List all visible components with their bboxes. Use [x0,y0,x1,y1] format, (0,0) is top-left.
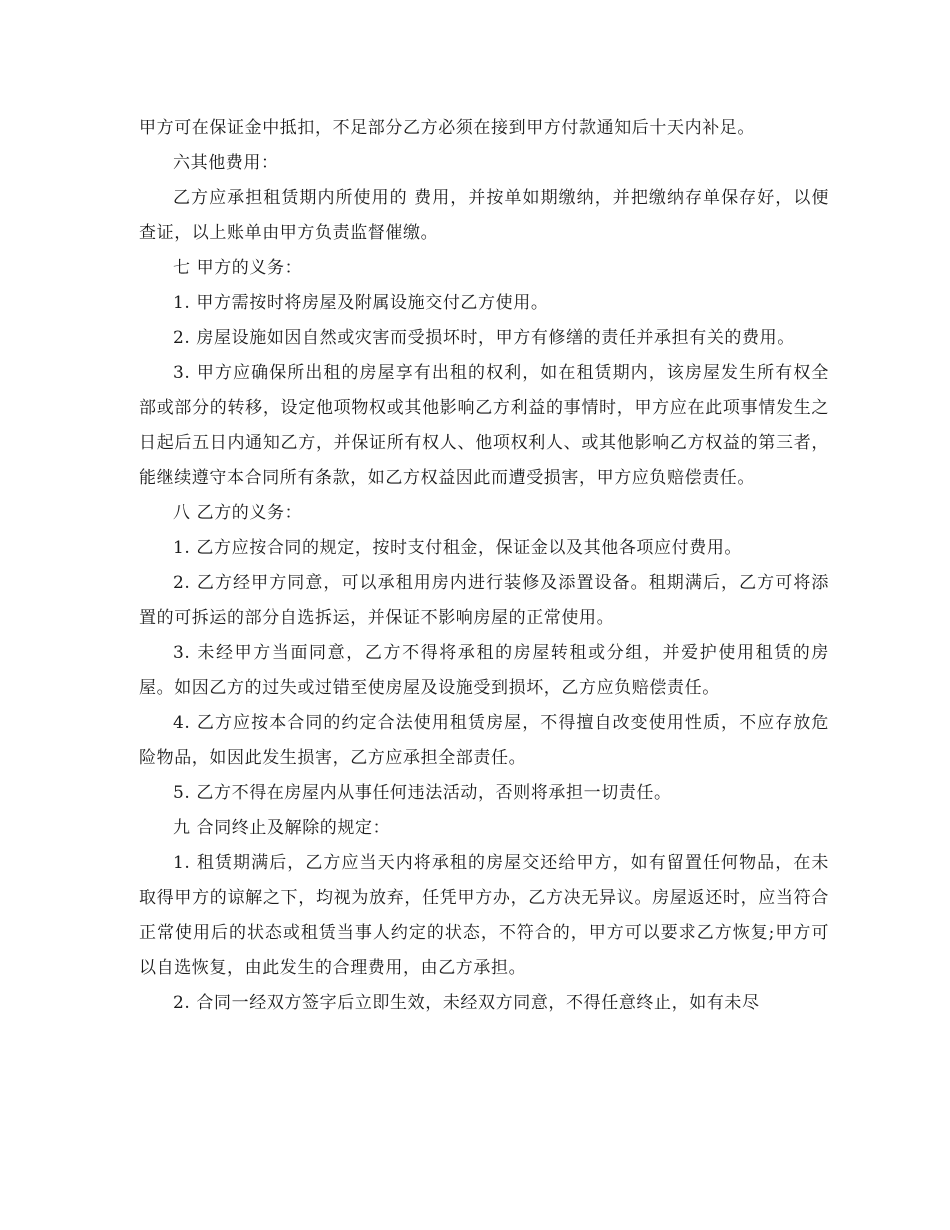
document-body [139,111,829,1021]
clause-party-b-4: 4. 乙方应按本合同的约定合法使用租赁房屋，不得擅自改变使用性质，不应存放危险物品，如因此发生损害，乙方应承担全部责任。 [139,713,829,768]
paragraph-other-fees: 乙方应承担租赁期内所使用的 费用，并按单如期缴纳，并把缴纳存单保存好，以便查证，以上账单由甲方负责监督催缴。 [139,188,829,243]
paragraph-deposit-deduction: 甲方可在保证金中抵扣，不足部分乙方必须在接到甲方付款通知后十天内补足。 [139,118,755,138]
clause-termination-2: 2. 合同一经双方签字后立即生效，未经双方同意，不得任意终止，如有未尽 [173,993,760,1013]
clause-party-b-1: 1. 乙方应按合同的规定，按时支付租金，保证金以及其他各项应付费用。 [173,538,743,558]
clause-party-a-3: 3. 甲方应确保所出租的房屋享有出租的权利，如在租赁期内，该房屋发生所有权全部或部分的转移，设定他项物权或其他影响乙方利益的事情时，甲方应在此项事情发生之日起后五日内通知乙方，并保证所有权人、他项权利人、或其他影响乙方权益的第三者，能继续遵守本合同所有条款，如乙方权益因此而遭受损害，甲方应负赔偿责任。 [139,363,829,488]
clause-party-a-2: 2. 房屋设施如因自然或灾害而受损坏时，甲方有修缮的责任并承担有关的费用。 [173,328,795,348]
clause-party-b-2: 2. 乙方经甲方同意，可以承租用房内进行装修及添置设备。租期满后，乙方可将添置的可拆运的部分自选拆运，并保证不影响房屋的正常使用。 [139,573,829,628]
clause-party-b-3: 3. 未经甲方当面同意，乙方不得将承租的房屋转租或分组，并爱护使用租赁的房屋。如因乙方的过失或过错至使房屋及设施受到损坏，乙方应负赔偿责任。 [139,643,829,698]
heading-termination: 九 合同终止及解除的规定： [173,818,391,838]
clause-termination-1: 1. 租赁期满后，乙方应当天内将承租的房屋交还给甲方，如有留置任何物品，在未取得甲方的谅解之下，均视为放弃，任凭甲方办，乙方决无异议。房屋返还时，应当符合正常使用后的状态或租赁当事人约定的状态，不符合的，甲方可以要求乙方恢复;甲方可以自选恢复，由此发生的合理费用，由乙方承担。 [139,853,829,978]
clause-party-a-1: 1. 甲方需按时将房屋及附属设施交付乙方使用。 [173,293,549,313]
clause-party-b-5: 5. 乙方不得在房屋内从事任何违法活动，否则将承担一切责任。 [173,783,672,803]
heading-other-fees: 六其他费用： [173,153,279,173]
heading-party-b-obligations: 八 乙方的义务： [173,503,303,523]
heading-party-a-obligations: 七 甲方的义务： [173,258,303,278]
